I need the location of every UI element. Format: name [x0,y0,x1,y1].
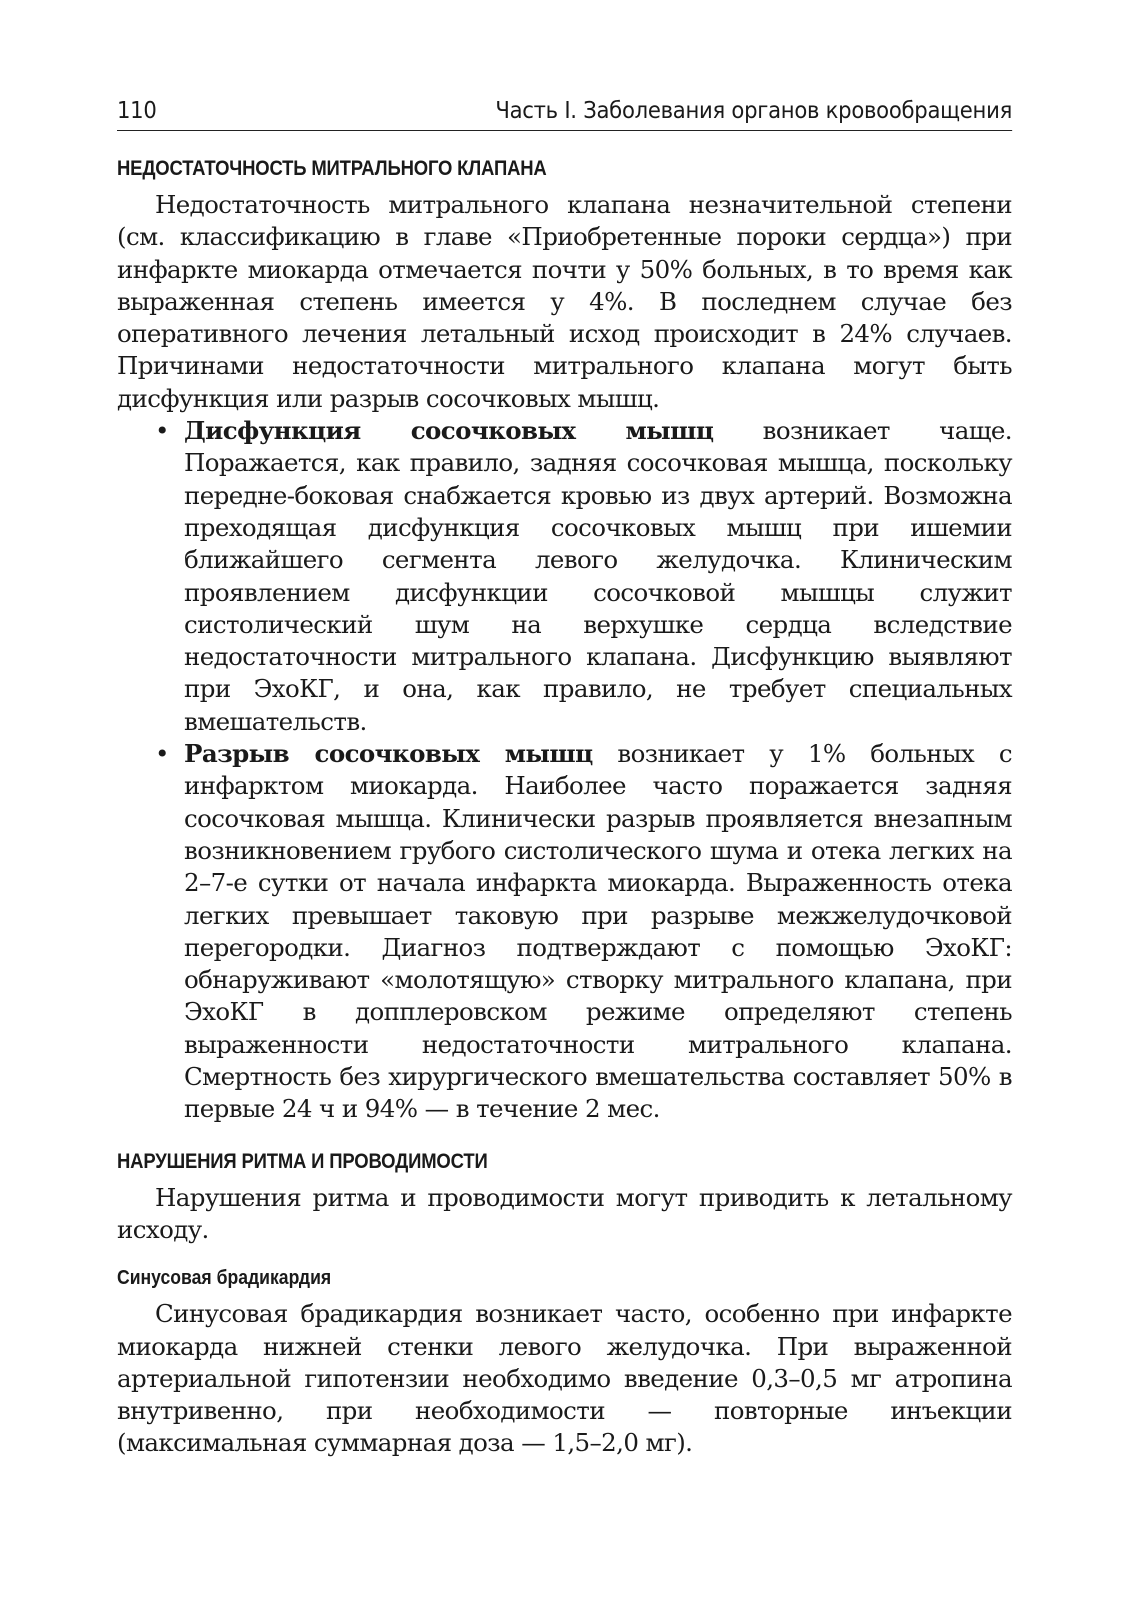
section-heading-arrhythmias: НАРУШЕНИЯ РИТМА И ПРОВОДИМОСТИ [117,1149,488,1173]
section-heading-mitral-insufficiency: НЕДОСТАТОЧНОСТЬ МИТРАЛЬНОГО КЛАПАНА [117,157,547,180]
subsection-heading-sinus-bradycardia: Синусовая брадикардия [117,1267,332,1290]
bullet-list [117,415,1012,1126]
list-item-papillary-rupture [155,738,1013,1126]
bold-term: Дисфункция сосочковых мышц [184,416,714,446]
bullet-marker: • [155,739,169,769]
list-item-text: возникает у 1% больных с инфарктом миокарда. Наиболее часто поражается задняя сосочковая мышца. Клинически разрыв проявляется внезапным возникновением грубого систолического шума и отека легких на 2–7-е сутки от начала инфаркта миокарда. Выраженность отека легких превышает таковую при разрыве межжелудочковой перегородки. Диагноз подтверждают с помощью ЭхоКГ: обнаруживают «молотящую» створку митрального клапана, при ЭхоКГ в допплеровском режиме определяют степень выраженности недостаточности митрального клапана. Смертность без хирургического вмешательства составляет 50% в первые 24 ч и 94% — в течение 2 мес. [184,739,1013,1124]
paragraph-mitral-intro: Недостаточность митрального клапана незначительной степени (см. классификацию в главе «Приобретенные пороки сердца») при инфаркте миокарда отмечается почти у 50% больных, в то время как выраженная степень имеется у 4%. В последнем случае без оперативного лечения летальный исход происходит в 24% случаев. Причинами недостаточности митрального клапана могут быть дисфункция или разрыв сосочковых мышц. [117,190,1012,413]
running-title: Часть I. Заболевания органов кровообращения [495,98,1013,124]
bullet-marker: • [155,416,169,446]
list-item-papillary-dysfunction [155,415,1012,738]
list-item-text: возникает чаще. Поражается, как правило, задняя сосочковая мышца, поскольку передне-боковая снабжается кровью из двух артерий. Возможна преходящая дисфункция сосочковых мышц при ишемии ближайшего сегмента левого желудочка. Клиническим проявлением дисфункции сосочковой мышцы служит систолический шум на верхушке сердца вследствие недостаточности митрального клапана. Дисфункцию выявляют при ЭхоКГ, и она, как правило, не требует специальных вмешательств. [184,416,1012,736]
bold-term: Разрыв сосочковых мышц [184,739,593,769]
paragraph-arrhythmias-intro: Нарушения ритма и проводимости могут приводить к летальному исходу. [117,1182,1012,1244]
page-number: 110 [117,98,157,124]
book-page [117,96,1012,1460]
paragraph-sinus-bradycardia: Синусовая брадикардия возникает часто, особенно при инфаркте миокарда нижней стенки левого желудочка. При выраженной артериальной гипотензии необходимо введение 0,3–0,5 мг атропина внутривенно, при необходимости — повторные инъекции (максимальная суммарная доза — 1,5–2,0 мг). [117,1299,1012,1458]
running-header [117,96,1012,131]
